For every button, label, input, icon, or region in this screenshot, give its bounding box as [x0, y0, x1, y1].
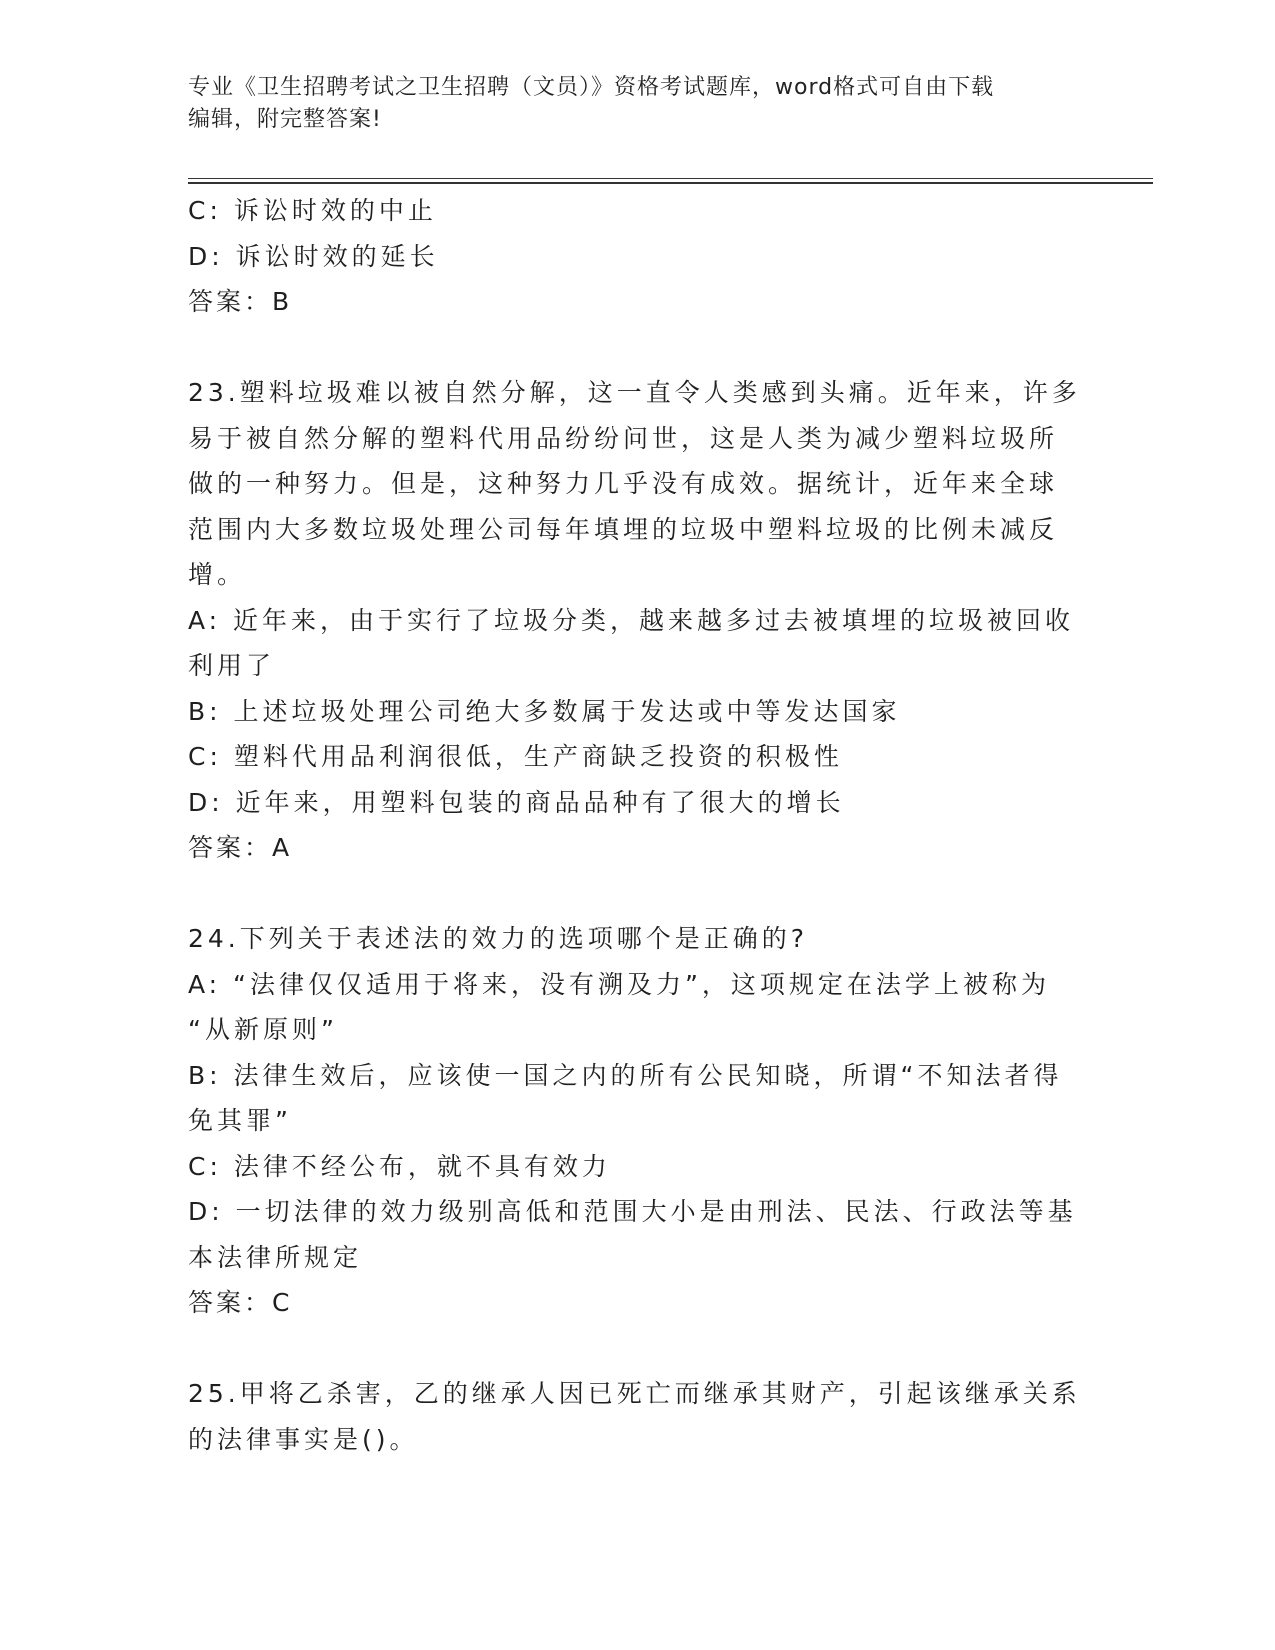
q24-option-a-cont: “从新原则” [188, 1015, 338, 1044]
header-line-1: 专业《卫生招聘考试之卫生招聘（文员）》资格考试题库，word格式可自由下载 [188, 75, 995, 100]
q23-answer: 答案：A [188, 833, 293, 862]
q24-option-d: D: 一切法律的效力级别高低和范围大小是由刑法、民法、行政法等基 [188, 1197, 1077, 1226]
question-25 [188, 1371, 1088, 1462]
q23-option-b: B: 上述垃圾处理公司绝大多数属于发达或中等发达国家 [188, 696, 901, 726]
q23-option-a-cont: 利用了 [188, 651, 276, 680]
document-body [188, 188, 1088, 1462]
spacer [188, 871, 1088, 917]
q25-stem-line: 25.甲将乙杀害，乙的继承人因已死亡而继承其财产，引起该继承关系 [188, 1379, 1081, 1408]
q23-option-d: D: 近年来，用塑料包装的商品品种有了很大的增长 [188, 787, 845, 817]
q24-option-b-cont: 免其罪” [188, 1106, 292, 1135]
spacer [188, 325, 1088, 371]
q24-option-c: C: 法律不经公布，就不具有效力 [188, 1151, 611, 1181]
q24-option-b: B: 法律生效后，应该使一国之内的所有公民知晓，所谓“不知法者得 [188, 1060, 1063, 1090]
q22-option-d: D: 诉讼时效的延长 [188, 241, 439, 271]
q23-stem-line: 易于被自然分解的塑料代用品纷纷问世，这是人类为减少塑料垃圾所 [188, 423, 1059, 453]
q23-stem-line: 23.塑料垃圾难以被自然分解，这一直令人类感到头痛。近年来，许多 [188, 378, 1081, 407]
q23-stem-line: 增。 [188, 560, 247, 589]
header-divider [188, 178, 1153, 184]
header-line-2: 编辑，附完整答案! [188, 107, 382, 132]
q24-option-a: A: “法律仅仅适用于将来，没有溯及力”，这项规定在法学上被称为 [188, 969, 1050, 999]
q24-answer: 答案：C [188, 1288, 293, 1317]
q23-option-c: C: 塑料代用品利润很低，生产商缺乏投资的积极性 [188, 742, 843, 771]
q24-stem: 24.下列关于表述法的效力的选项哪个是正确的? [188, 924, 809, 953]
q22-answer: 答案：B [188, 287, 293, 316]
q25-stem-line: 的法律事实是()。 [188, 1424, 419, 1454]
q23-option-a: A: 近年来，由于实行了垃圾分类，越来越多过去被填埋的垃圾被回收 [188, 605, 1075, 635]
question-23 [188, 370, 1088, 871]
q23-stem-line: 做的一种努力。但是，这种努力几乎没有成效。据统计，近年来全球 [188, 469, 1059, 498]
question-24 [188, 916, 1088, 1326]
spacer [188, 1326, 1088, 1372]
page-header [188, 72, 1068, 136]
q23-stem-line: 范围内大多数垃圾处理公司每年填埋的垃圾中塑料垃圾的比例未减反 [188, 514, 1059, 544]
q24-option-d-cont: 本法律所规定 [188, 1242, 363, 1272]
q22-option-c: C: 诉讼时效的中止 [188, 196, 437, 225]
question-22-tail [188, 188, 1088, 325]
